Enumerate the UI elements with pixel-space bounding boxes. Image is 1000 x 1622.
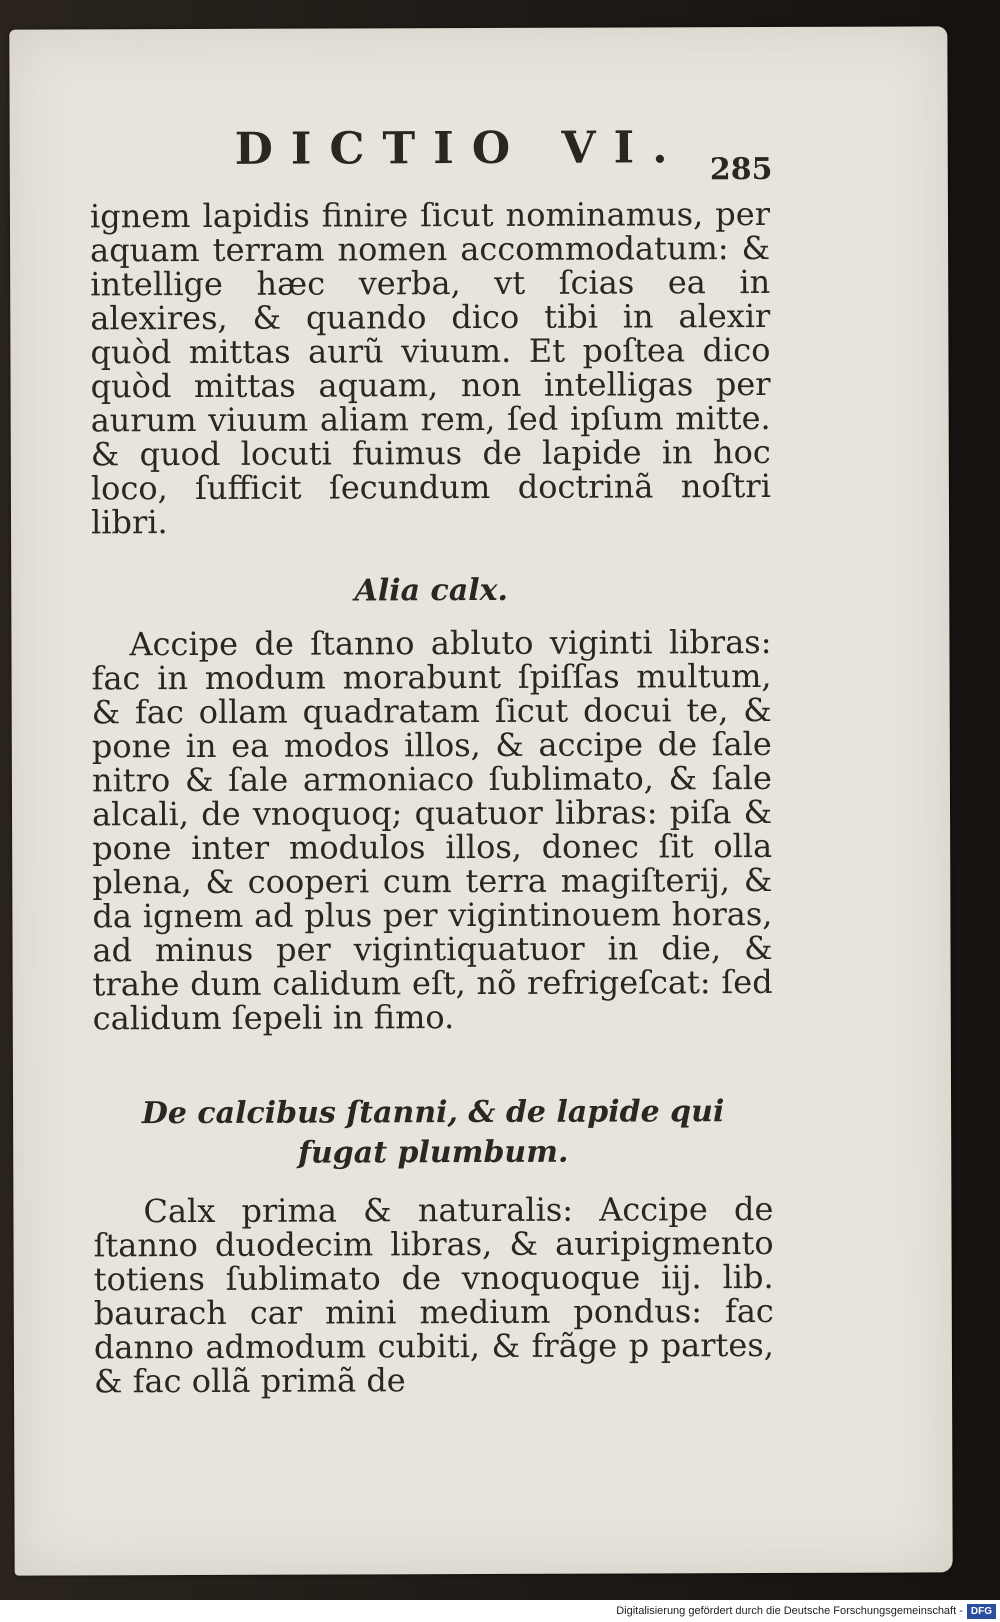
section-heading-1: Alia calx. (354, 572, 509, 609)
paragraph-1: ignem lapidis finire ſicut nominamus, per aquam terram nomen accommodatum: & intellige hæc verba, vt ſcias ea in alexires, & quando dico tibi in alexir quòd mittas aurũ viuum. Et poſtea dico quòd mittas aquam, non intelligas per aurum viuum aliam rem, ſed ipſum mitte. & quod locuti fuimus de lapide in hoc loco, ſufficit ſecundum doctrinã noſtri libri. (89, 194, 771, 542)
digitization-footer (0, 1600, 1000, 1622)
section-heading-2: De calcibus ſtanni, & de lapide qui fugat plumbum. (141, 1094, 725, 1171)
dfg-logo-icon: DFG (967, 1604, 996, 1619)
book-page (9, 26, 952, 1575)
footer-credit: Digitalisierung gefördert durch die Deutsche Forschungsgemeinschaft - (616, 1605, 963, 1617)
paragraph-3: Calx prima & naturalis: Accipe de ſtanno duodecim libras, & auripigmento totiens ſublimato de vnoquoque iij. lib. baurach car mini medium pondus: fac danno admodum cubiti, & frãge p partes, & fac ollã primã de (93, 1189, 774, 1401)
running-head: DICTIO VI. (234, 122, 686, 175)
page-number: 285 (709, 151, 773, 188)
paragraph-2: Accipe de ſtanno abluto viginti libras: fac in modum morabunt ſpiſſas multum, & fac ollam quadratam ſicut docui te, & pone in ea modos illos, & accipe de ſale nitro & ſale armoniaco ſublimato, & ſale alcali, de vnoquoq; quatuor libras: piſa & pone inter modulos illos, donec ſit olla plena, & cooperi cum terra magiſterij, & da ignem ad plus per vigintinouem horas, ad minus per vigintiquatuor in die, & trahe dum calidum eſt, nõ refrigeſcat: ſed calidum ſepeli in fimo. (91, 622, 773, 1038)
page-header (90, 122, 773, 204)
